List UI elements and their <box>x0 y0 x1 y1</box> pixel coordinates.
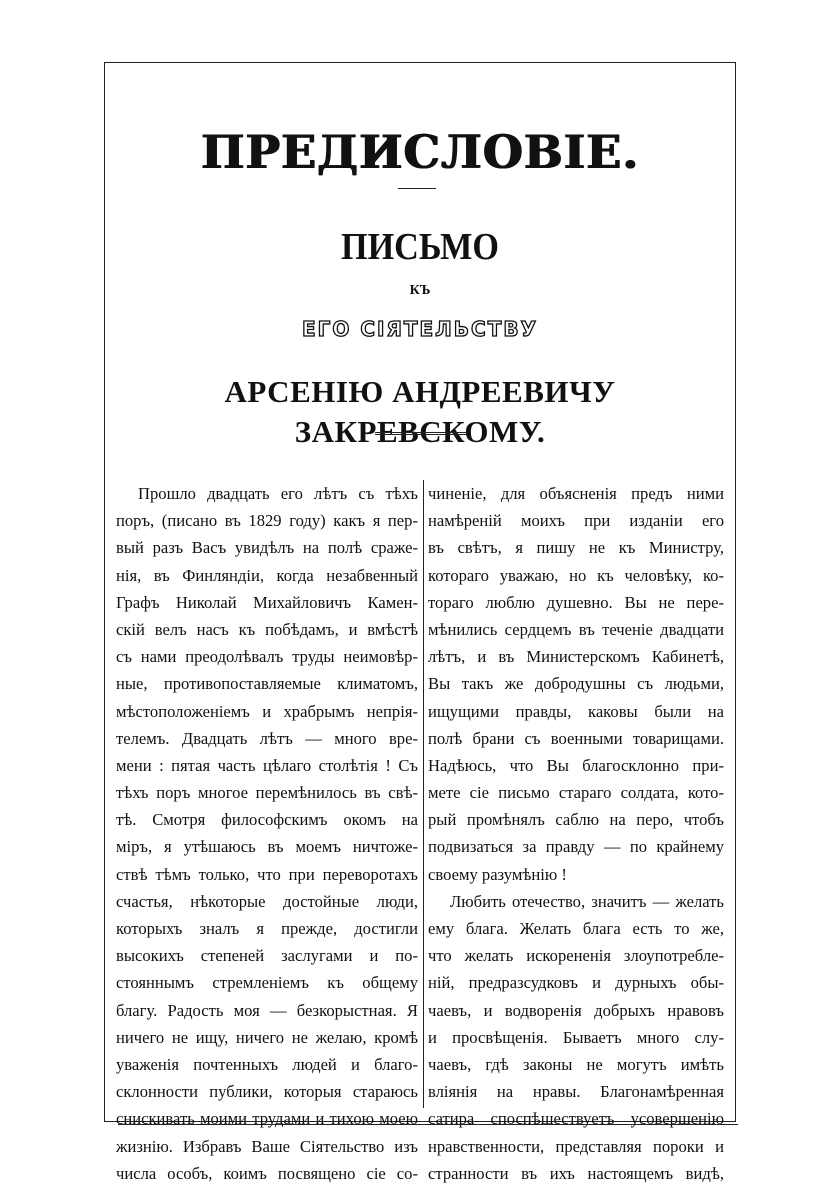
text-line: ищущими правды, каковы были на <box>428 701 724 721</box>
text-line: тораго люблю душевно. Вы не пере- <box>428 592 724 612</box>
text-line: нія, въ Финляндіи, когда незабвенный <box>116 565 418 585</box>
text-line: странности въ ихъ настоящемъ видѣ, <box>428 1163 724 1183</box>
column-divider <box>423 480 424 1108</box>
text-line: тѣ. Смотря философскимъ окомъ на <box>116 810 418 830</box>
text-line: что желать искорененія злоупотребле- <box>428 946 724 966</box>
letter-heading: ПИСЬМО <box>340 226 500 268</box>
text-line: чаевъ, гдѣ законы не могутъ имѣть <box>428 1054 724 1074</box>
text-line: уваженія почтенныхъ людей и благо- <box>116 1054 418 1074</box>
text-line: ные, противопоставляемые климатомъ, <box>116 674 418 694</box>
text-line: вліянія на нравы. Благонамѣренная <box>428 1082 724 1102</box>
text-line: снискивать моими трудами и тихою моею <box>116 1109 418 1129</box>
to-line: КЪ <box>409 283 431 298</box>
double-rule-divider <box>375 432 467 435</box>
text-line: Надѣюсь, что Вы благосклонно при- <box>428 755 724 775</box>
text-line: телемъ. Двадцать лѣтъ — много вре- <box>116 728 418 748</box>
excellency-line: ЕГО СІЯТЕЛЬСТВУ <box>301 317 539 341</box>
right-column <box>428 480 724 1187</box>
text-line: Прошло двадцать его лѣтъ съ тѣхъ <box>138 484 418 503</box>
text-line: высокихъ степеней заслугами и по- <box>116 946 418 966</box>
title-divider <box>398 188 436 189</box>
text-line: ствѣ тѣмъ только, что при переворотахъ <box>116 864 418 884</box>
text-line: стояннымъ стремленіемъ къ общему <box>116 973 418 993</box>
text-line: благу. Радость моя — безкорыстная. Я <box>116 1000 418 1020</box>
text-line: міръ, я утѣшаюсь въ моемъ ничтоже- <box>116 837 418 857</box>
text-line: ній, предразсудковъ и дурныхъ обы- <box>428 973 724 993</box>
text-line: чаевъ, и водворенія добрыхъ нравовъ <box>428 1000 724 1020</box>
text-line: вый разъ Васъ увидѣлъ на полѣ сраже- <box>116 538 418 558</box>
text-line: котораго уважаю, но къ человѣку, ко- <box>428 565 724 585</box>
text-line: мени : пятая часть цѣлаго столѣтія ! Съ <box>116 755 418 775</box>
text-line: сатира споспѣшествуетъ усовершенію <box>428 1109 724 1129</box>
text-line: мете сіе письмо стараго солдата, кото- <box>428 783 724 803</box>
text-line: мѣстоположеніемъ и храбрымъ непрія- <box>116 701 418 721</box>
text-line: счастья, нѣкоторые достойные люди, <box>116 891 418 911</box>
text-line: числа особъ, коимъ посвящено сіе со- <box>116 1163 418 1183</box>
text-line: и просвѣщенія. Бываетъ много слу- <box>428 1027 724 1047</box>
text-line: намѣреній моихъ при изданіи его <box>428 511 724 531</box>
text-line: подвизаться за правду — по крайнему <box>428 837 724 857</box>
text-line: полѣ брани съ военными товарищами. <box>428 728 724 748</box>
text-line: нравственности, представляя пороки и <box>428 1136 724 1156</box>
text-line: рый промѣнялъ саблю на перо, чтобъ <box>428 810 724 830</box>
text-line: лѣтъ, и въ Министерскомъ Кабинетѣ, <box>428 647 724 667</box>
text-line: Любить отечество, значитъ — желать <box>450 891 724 911</box>
text-line: скій велъ насъ къ побѣдамъ, и вмѣстѣ <box>116 619 418 639</box>
text-line: жизнію. Избравъ Ваше Сіятельство изъ <box>116 1136 418 1156</box>
text-line: съ нами преодолѣвалъ труды неимовѣр- <box>116 647 418 667</box>
text-line: своему разумѣнію ! <box>428 864 567 884</box>
text-line: склонности публики, которыя стараюсь <box>116 1082 418 1102</box>
text-line: въ свѣтъ, я пишу не къ Министру, <box>428 538 724 558</box>
text-line: чиненіе, для объясненія предъ ними <box>428 484 724 503</box>
text-line: мѣнились сердцемъ въ теченіе двадцати <box>428 619 724 639</box>
addressee-name: АРСЕНІЮ АНДРЕЕВИЧУ ЗАКРЕВСКОМУ. <box>224 374 616 449</box>
text-line: поръ, (писано въ 1829 году) какъ я пер- <box>116 511 418 531</box>
text-line: ничего не ищу, ничего не желаю, кромѣ <box>116 1027 418 1047</box>
text-line: которыхъ зналъ я прежде, достигли <box>116 919 418 938</box>
text-line: ему блага. Желать блага есть то же, <box>428 919 724 938</box>
text-line: Графъ Николай Михайловичъ Камен- <box>116 592 418 612</box>
page-title: ПРЕДИСЛОВІЕ. <box>200 125 640 179</box>
left-column <box>116 480 418 1187</box>
text-line: Вы такъ же добродушны съ людьми, <box>428 674 724 694</box>
text-line: тѣхъ поръ многое перемѣнилось въ свѣ- <box>116 783 418 803</box>
